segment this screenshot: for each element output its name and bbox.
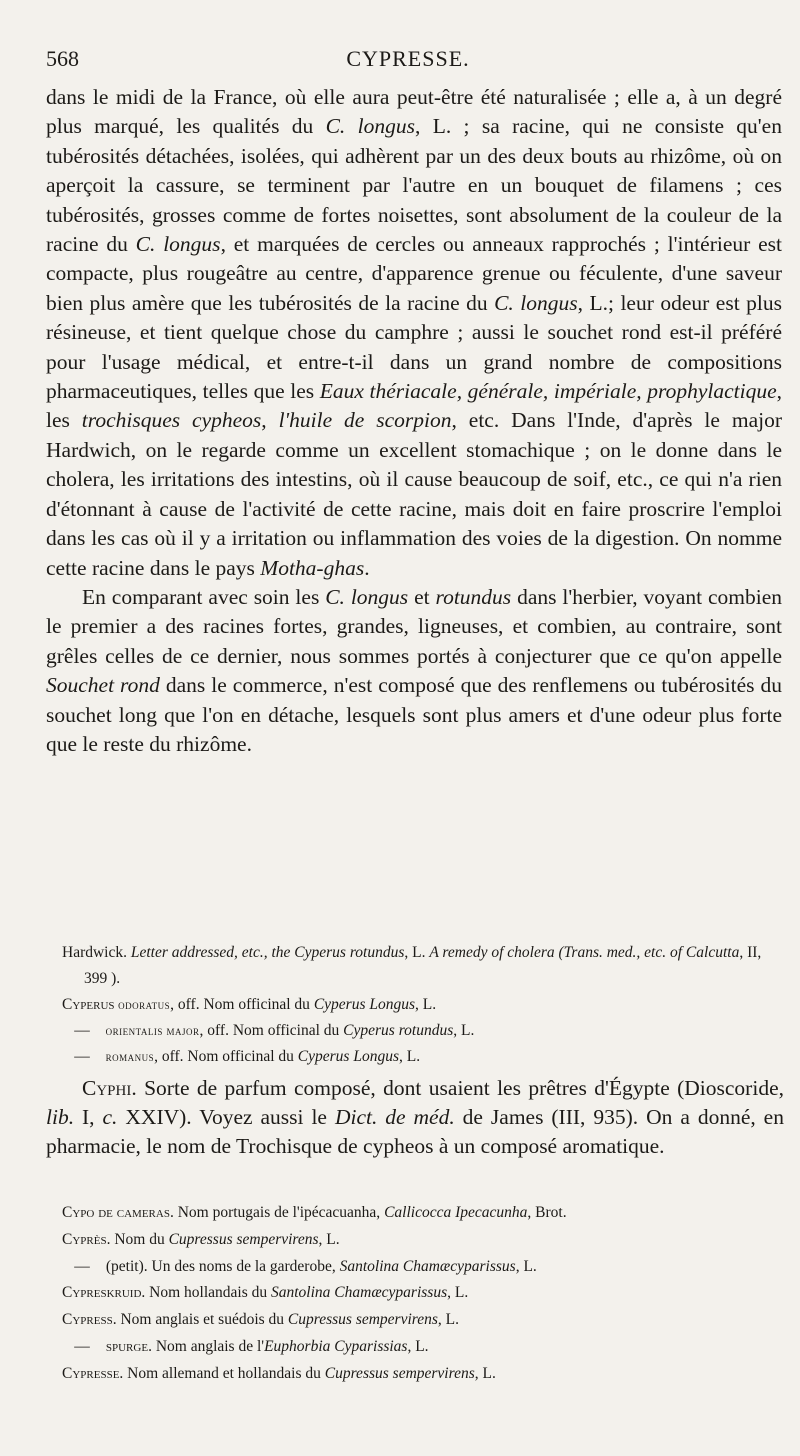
text-run: , L. ; sa racine, qui ne consiste qu'en tubérosités détachées, isolées, qui adhèrent par un des deux bouts au rhizôme, où on aperçoit la cassure, se terminent par l'autre en un bouquet de filamens ; ces tubérosités, grosses comme de fortes noisettes, sont absolument de la couleur de la racine du: [46, 114, 782, 257]
italic-run: Dict. de méd.: [334, 1105, 455, 1129]
dash: —: [74, 1337, 90, 1355]
entry-line: [62, 1018, 784, 1044]
small-caps-run: Cypress: [62, 1311, 113, 1329]
page-title: CYPRESSE.: [346, 46, 470, 71]
italic-run: C. longus: [325, 584, 409, 609]
entry-text: , off. Nom officinal du: [199, 1022, 344, 1039]
text-run: ,: [261, 408, 279, 433]
italic-run: trochisques cypheos: [81, 408, 262, 433]
text-run: En comparant avec soin les: [82, 584, 326, 609]
text-run: , II, 399 ).: [84, 944, 762, 987]
small-caps-run: Cyprès: [62, 1230, 107, 1248]
italic-run: Cupressus sempervirens: [324, 1364, 475, 1382]
text-run: , L.: [437, 1311, 459, 1329]
entry-text: , off. Nom officinal du: [154, 1048, 298, 1065]
entry-lead: —: [74, 1022, 90, 1039]
entry-italic: Cyperus Longus: [297, 1048, 399, 1065]
text-run: , et marquées de cercles ou anneaux rapprochés ; l'intérieur est compacte, plus rougeâtre au centre, d'apparence grenue ou féculente, d'une saveur bien plus amère que les tubérosités de la racine du: [46, 232, 782, 315]
lower-entry-line: [62, 1307, 784, 1334]
entry-cyphi: [46, 1074, 784, 1161]
text-run: , L.: [515, 1257, 537, 1275]
text-run: , etc. Dans l'Inde, d'après le major Hardwich, on le regarde comme un excellent stomachique ; on le donne dans le cholera, les irritations des intestins, où il cause beaucoup de soif, etc., ce qui n'a rien d'étonnant à cause de l'activité de cette racine, mais doit en faire proscrire l'emploi dans les cas où il y a irritation ou inflammation des voies de la digestion. On nomme cette racine dans le pays: [46, 408, 782, 580]
running-header: [46, 46, 770, 80]
italic-run: Santolina Chamæcyparissus: [339, 1257, 516, 1275]
italic-run: Souchet rond: [46, 673, 160, 698]
lower-entry-line: [62, 1280, 784, 1307]
main-text: [46, 83, 782, 759]
text-run: . Sorte de parfum composé, dont usaient les prêtres d'Égypte (Dioscoride,: [131, 1076, 784, 1100]
entry-tail: , L.: [415, 996, 437, 1013]
text-run: Hardwick.: [62, 944, 131, 961]
lower-entry-line: [62, 1227, 784, 1254]
lower-entry-line: [62, 1361, 784, 1388]
text-run: de James (III, 935). On a donné, en pharmacie, le nom de Trochisque de cypheos à un composé aromatique.: [46, 1105, 784, 1158]
italic-run: Letter addressed, etc., the Cyperus rotundus: [130, 944, 405, 961]
text-run: , Brot.: [527, 1204, 567, 1221]
italic-run: l'huile de scorpion: [278, 408, 452, 433]
cyphi-paragraph: [46, 1074, 784, 1161]
text-run: , L.: [407, 1337, 429, 1355]
text-run: , L.: [474, 1364, 496, 1382]
text-run: , L.: [447, 1284, 469, 1302]
text-run: XXIV). Voyez aussi le: [117, 1105, 335, 1129]
italic-run: lib.: [46, 1105, 75, 1129]
paragraph-1: [46, 83, 782, 583]
entry-variety: orientalis major: [102, 1024, 200, 1038]
entry-variety: odoratus: [114, 998, 171, 1012]
italic-run: A remedy of cholera (Trans. med., etc. of Calcutta: [429, 944, 740, 961]
text-run: . Nom anglais de l': [148, 1337, 265, 1355]
italic-run: C. longus: [494, 290, 578, 315]
text-run: dans le commerce, n'est composé que des renflemens ou tubérosités du souchet long que l'on en détache, lesquels sont plus amers et d'une odeur plus forte que le reste du rhizôme.: [46, 673, 782, 756]
entry-lead: Cyperus: [62, 996, 115, 1013]
notes-block: [62, 940, 784, 1070]
italic-run: Callicocca Ipecacunha: [384, 1204, 528, 1221]
entry-text: , off. Nom officinal du: [170, 996, 314, 1013]
entry-line: [62, 1044, 784, 1070]
text-run: (petit). Un des noms de la garderobe,: [102, 1257, 340, 1275]
paragraph-2: [46, 583, 782, 759]
text-run: . Nom allemand et hollandais du: [119, 1364, 325, 1382]
italic-run: Cupressus sempervirens: [168, 1230, 319, 1248]
text-run: . Nom portugais de l'ipécacuanha,: [169, 1204, 385, 1221]
text-run: , les: [46, 379, 782, 433]
entry-list: [62, 992, 784, 1070]
italic-run: Eaux thériacale, générale, impériale, prophylactique: [319, 379, 777, 404]
entry-italic: Cyperus Longus: [313, 996, 416, 1013]
italic-run: Euphorbia Cyparissias: [264, 1337, 408, 1355]
italic-run: c.: [102, 1105, 118, 1129]
small-caps-run: Cyphi: [82, 1076, 132, 1100]
text-run: . Nom anglais et suédois du: [112, 1311, 288, 1329]
entry-variety: romanus: [102, 1050, 155, 1064]
dash: —: [74, 1257, 90, 1275]
lower-entry-line: [62, 1334, 784, 1361]
entry-lead: —: [74, 1048, 90, 1065]
lower-entry-list: [62, 1200, 784, 1388]
text-run: . Nom du: [106, 1230, 169, 1248]
small-caps-run: Cypreskruid: [62, 1284, 142, 1302]
text-run: , L.: [404, 944, 430, 961]
entry-tail: , L.: [453, 1022, 475, 1039]
text-run: , L.: [318, 1230, 340, 1248]
entry-italic: Cyperus rotundus: [343, 1022, 454, 1039]
italic-run: C. longus: [135, 232, 221, 257]
italic-run: C. longus: [325, 114, 415, 139]
text-run: . Nom hollandais du: [141, 1284, 271, 1302]
small-caps-run: Cypo de cameras: [62, 1204, 170, 1221]
italic-run: Cupressus sempervirens: [287, 1311, 438, 1329]
text-run: , L.; leur odeur est plus résineuse, et tient quelque chose du camphre ; aussi le souchet rond est-il préféré pour l'usage médical, et entre-t-il dans un grand nombre de compositions pharmaceutiques, telles que les: [46, 290, 782, 404]
text-run: dans le midi de la France, où elle aura peut-être été naturalisée ; elle a, à un degré plus marqué, les qualités du: [46, 85, 782, 139]
text-run: I,: [74, 1105, 103, 1129]
text-run: .: [364, 555, 370, 580]
italic-run: Motha-ghas: [260, 555, 365, 580]
small-caps-run: Cypresse: [62, 1364, 120, 1382]
lower-entry-line: [62, 1254, 784, 1281]
text-run: dans l'herbier, voyant combien le premier a des racines fortes, grandes, ligneuses, et combien, au contraire, sont grêles celles de ce dernier, nous sommes portés à conjecturer que ce qu'on appelle: [46, 584, 782, 668]
italic-run: Santolina Chamæcyparissus: [271, 1284, 448, 1302]
lower-entry-line: [62, 1200, 784, 1227]
small-caps-run: spurge: [102, 1337, 149, 1355]
entry-tail: , L.: [398, 1048, 421, 1065]
text-run: et: [408, 584, 436, 609]
entry-line: [62, 992, 784, 1018]
reference-hardwick: [62, 940, 784, 992]
page-number: 568: [46, 46, 79, 71]
italic-run: rotundus: [435, 584, 512, 609]
